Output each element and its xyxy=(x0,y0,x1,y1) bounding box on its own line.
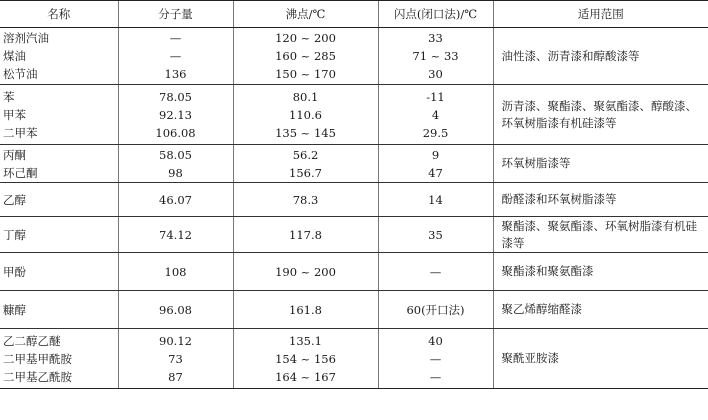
name-cell xyxy=(0,145,118,183)
solvent-name: 二甲基乙酰胺 xyxy=(3,369,72,384)
molecular-weight-value: 46.07 xyxy=(118,183,233,217)
molecular-weight-value: 92.13 xyxy=(159,107,192,122)
flash-point-value: 35 xyxy=(378,217,493,253)
molecular-weight-value: 90.12 xyxy=(159,333,192,348)
flash-point-cell xyxy=(378,145,493,183)
flash-point-value: — xyxy=(429,351,442,366)
boiling-point-value: 135.1 xyxy=(289,333,322,348)
boiling-point-cell xyxy=(233,28,378,85)
application-range-cell: 聚乙烯醇缩醛漆 xyxy=(493,291,708,329)
molecular-weight-value: 136 xyxy=(164,67,187,81)
name-cell xyxy=(0,28,118,85)
flash-point-value: — xyxy=(378,253,493,291)
flash-point-value: 14 xyxy=(378,183,493,217)
boiling-point-value: 150 ~ 170 xyxy=(275,67,336,81)
molecular-weight-value: 58.05 xyxy=(159,147,192,162)
flash-point-value: 4 xyxy=(431,107,440,122)
flash-point-value: — xyxy=(429,369,442,384)
application-range-cell: 沥青漆、聚酯漆、聚氨酯漆、醇酸漆、环氧树脂漆有机硅漆等 xyxy=(493,85,708,145)
molecular-weight-value: 98 xyxy=(168,165,183,180)
molecular-weight-value: 106.08 xyxy=(155,125,196,140)
flash-point-value: 47 xyxy=(428,165,443,180)
molecular-weight-cell xyxy=(118,329,233,389)
solvent-name: 苯 xyxy=(3,89,15,104)
application-range-cell: 聚酯漆、聚氨酯漆、环氧树脂漆有机硅漆等 xyxy=(493,217,708,253)
flash-point-value: 40 xyxy=(428,333,443,348)
name-cell xyxy=(0,329,118,389)
molecular-weight-cell xyxy=(118,85,233,145)
flash-point-value: 30 xyxy=(428,67,443,81)
solvent-name: 丙酮 xyxy=(3,147,26,162)
solvent-name: 乙醇 xyxy=(0,183,118,217)
boiling-point-value: 156.7 xyxy=(289,165,322,180)
solvent-name: 甲苯 xyxy=(3,107,26,122)
table-group-row xyxy=(0,217,708,253)
solvent-name: 松节油 xyxy=(3,67,38,81)
molecular-weight-value: — xyxy=(169,49,182,63)
application-range-cell: 聚酰亚胺漆 xyxy=(493,329,708,389)
solvent-name: 二甲基甲酰胺 xyxy=(3,351,72,366)
flash-point-value: 60(开口法) xyxy=(378,291,493,329)
solvent-name: 丁醇 xyxy=(0,217,118,253)
header-boiling-point: 沸点/℃ xyxy=(233,1,378,28)
application-range-cell: 酚醛漆和环氧树脂漆等 xyxy=(493,183,708,217)
header-name: 名称 xyxy=(0,1,118,28)
solvent-name: 煤油 xyxy=(3,49,26,63)
header-flash-point: 闪点(闭口法)/℃ xyxy=(378,1,493,28)
molecular-weight-cell xyxy=(118,145,233,183)
solvent-name: 糠醇 xyxy=(0,291,118,329)
table-group-row xyxy=(0,329,708,389)
molecular-weight-value: 74.12 xyxy=(118,217,233,253)
boiling-point-value: 117.8 xyxy=(233,217,378,253)
boiling-point-cell xyxy=(233,85,378,145)
table-group-row xyxy=(0,28,708,85)
table-header-row xyxy=(0,1,708,28)
flash-point-value: 29.5 xyxy=(422,125,449,140)
molecular-weight-cell xyxy=(118,28,233,85)
header-molecular-weight: 分子量 xyxy=(118,1,233,28)
boiling-point-cell xyxy=(233,145,378,183)
boiling-point-value: 80.1 xyxy=(292,89,319,104)
boiling-point-value: 160 ~ 285 xyxy=(275,49,336,63)
table-group-row xyxy=(0,183,708,217)
table-group-row xyxy=(0,85,708,145)
boiling-point-value: 56.2 xyxy=(292,147,319,162)
flash-point-value: -11 xyxy=(426,89,445,104)
molecular-weight-value: — xyxy=(169,31,182,45)
molecular-weight-value: 78.05 xyxy=(159,89,192,104)
application-range-cell: 环氧树脂漆等 xyxy=(493,145,708,183)
boiling-point-value: 154 ~ 156 xyxy=(275,351,336,366)
solvent-name: 甲酚 xyxy=(0,253,118,291)
molecular-weight-value: 73 xyxy=(168,351,183,366)
header-application-range: 适用范围 xyxy=(493,1,708,28)
table-group-row xyxy=(0,145,708,183)
flash-point-cell xyxy=(378,329,493,389)
solvent-name: 乙二醇乙醚 xyxy=(3,333,61,348)
boiling-point-value: 190 ~ 200 xyxy=(233,253,378,291)
boiling-point-value: 164 ~ 167 xyxy=(275,369,336,384)
application-range-cell: 聚酯漆和聚氨酯漆 xyxy=(493,253,708,291)
table-group-row xyxy=(0,291,708,329)
flash-point-value: 71 ~ 33 xyxy=(412,49,459,63)
table-group-row xyxy=(0,253,708,291)
molecular-weight-value: 108 xyxy=(118,253,233,291)
boiling-point-value: 161.8 xyxy=(233,291,378,329)
boiling-point-value: 135 ~ 145 xyxy=(275,125,336,140)
boiling-point-cell xyxy=(233,329,378,389)
solvent-name: 二甲苯 xyxy=(3,125,38,140)
flash-point-value: 33 xyxy=(428,31,443,45)
molecular-weight-value: 87 xyxy=(168,369,183,384)
boiling-point-value: 120 ~ 200 xyxy=(275,31,336,45)
application-range-cell: 油性漆、沥青漆和醇酸漆等 xyxy=(493,28,708,85)
solvent-name: 溶剂汽油 xyxy=(3,31,49,45)
boiling-point-value: 110.6 xyxy=(289,107,322,122)
boiling-point-value: 78.3 xyxy=(233,183,378,217)
flash-point-cell xyxy=(378,28,493,85)
solvent-name: 环己酮 xyxy=(3,165,38,180)
flash-point-value: 9 xyxy=(431,147,440,162)
molecular-weight-value: 96.08 xyxy=(118,291,233,329)
name-cell xyxy=(0,85,118,145)
flash-point-cell xyxy=(378,85,493,145)
